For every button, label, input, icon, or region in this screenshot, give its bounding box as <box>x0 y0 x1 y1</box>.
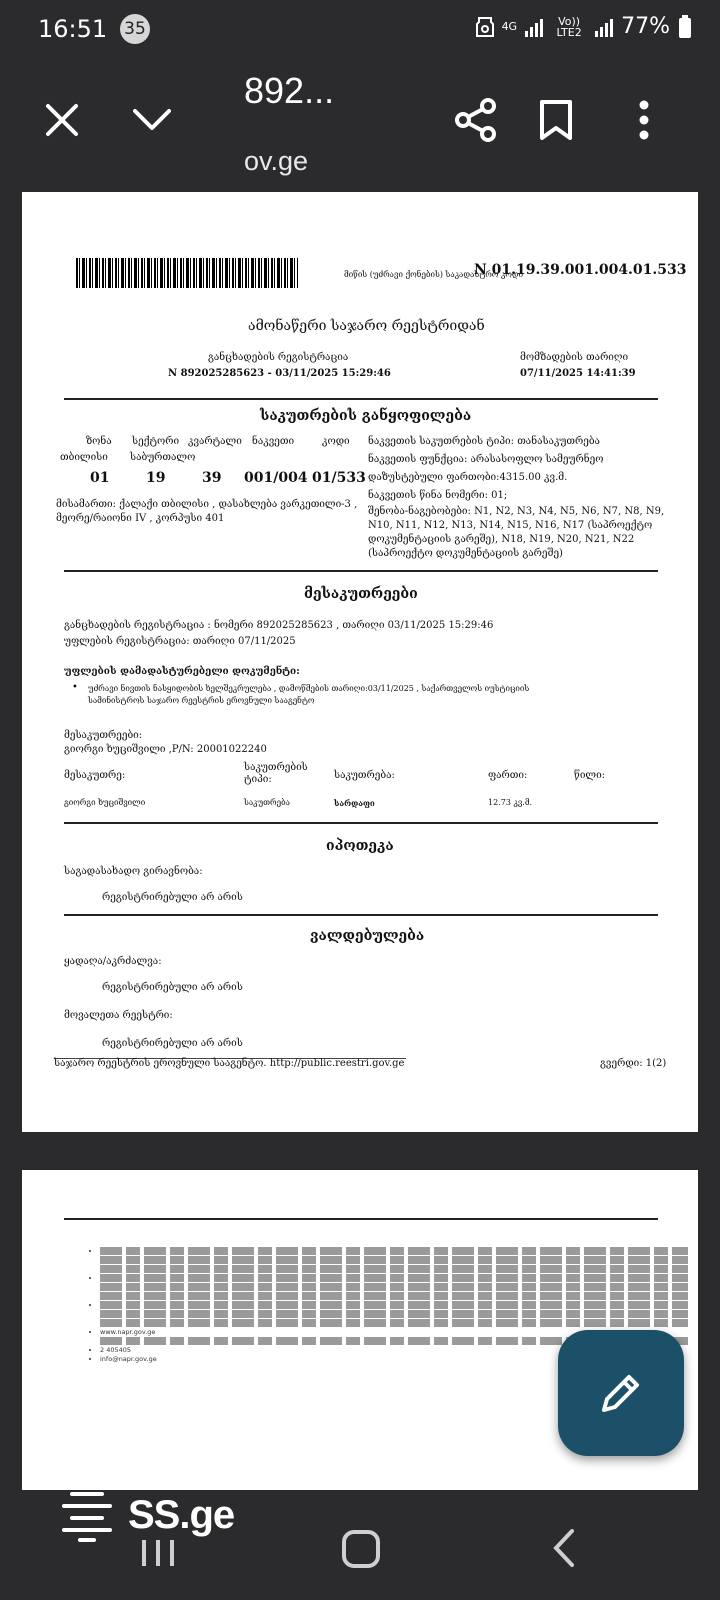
page-title: 892... <box>244 70 335 111</box>
obligations-title: ვალდებულება <box>310 928 425 944</box>
collapse-button[interactable] <box>124 92 180 148</box>
table-cell: 12.73 კვ.მ. <box>488 798 533 807</box>
owners-label: მესაკუთრეები: <box>64 730 143 741</box>
chevron-down-icon <box>132 108 172 132</box>
table-header: წილი: <box>574 770 606 781</box>
divider <box>64 570 658 572</box>
more-vert-icon <box>639 100 649 140</box>
note-website: www.napr.gov.ge <box>100 1328 156 1336</box>
divider <box>64 914 658 916</box>
signal-icon-2 <box>595 17 613 37</box>
list-logo-icon <box>60 1488 114 1542</box>
close-button[interactable] <box>34 92 90 148</box>
ss-ge-watermark <box>60 1488 234 1542</box>
back-button[interactable] <box>552 1528 576 1572</box>
table-header: ფართი: <box>488 770 528 781</box>
sync-icon <box>476 16 494 38</box>
document-page-1 <box>22 192 698 1132</box>
note-item <box>100 1274 688 1300</box>
address: მისამართი: ქალაქი თბილისი , დასახლება ვარკეთილი-3 , მეორე/რაიონი IV , კორპუსი 401 <box>56 499 358 524</box>
status-time: 16:51 <box>38 15 108 43</box>
pdf-viewer[interactable] <box>0 184 720 1490</box>
application-label: განცხადების რეგისტრაცია <box>208 352 349 363</box>
share-button[interactable] <box>448 92 504 148</box>
debtors-label: მოვალეთა რეესტრი: <box>64 1010 173 1021</box>
property-section-title: საკუთრების განყოფილება <box>260 408 472 424</box>
status-icons <box>476 14 692 39</box>
previous-number: ნაკვეთის წინა ნომერი: 01; <box>368 490 508 501</box>
edit-fab-button[interactable] <box>558 1330 684 1456</box>
buildings-line: დოკუმენტაციის გარეშე), N18, N19, N20, N21, N22 <box>368 534 635 545</box>
buildings-line: (საპროექტო დოკუმენტაციის გარეშე) <box>368 548 563 559</box>
app-bar <box>0 56 720 184</box>
not-registered: რეგისტრირებული არ არის <box>102 1038 243 1049</box>
battery-icon <box>678 15 692 39</box>
table-header: მესაკუთრე: <box>64 770 126 781</box>
basis-item: უძრავი ნივთის ნასყიდობის ხელშეკრულება , დამოწმების თარიღი:03/11/2025 , საქართველოს იუსტიციის <box>88 684 530 693</box>
code-value: 01/533 <box>312 470 366 486</box>
divider <box>64 398 658 400</box>
code-header: ნაკვეთი <box>252 436 295 447</box>
code-header: კვარტალი <box>188 436 242 447</box>
prepared-label: მომზადების თარიღი <box>520 352 629 363</box>
seizure-label: ყადაღა/აკრძალვა: <box>64 956 162 967</box>
buildings-line: N10, N11, N12, N13, N14, N15, N16, N17 (საპროექტო <box>368 520 653 531</box>
watermark-text: SS.ge <box>128 1492 235 1537</box>
parcel-area: დაზუსტებული ფართობი:4315.00 კვ.მ. <box>368 472 568 483</box>
more-options-button[interactable] <box>616 92 672 148</box>
code-value: 001/004 <box>244 470 308 486</box>
document-title: ამონაწერი საჯარო რეესტრიდან <box>248 318 485 334</box>
divider <box>64 822 658 824</box>
not-registered: რეგისტრირებული არ არის <box>102 892 243 903</box>
code-header: კოდი <box>322 436 350 447</box>
not-registered: რეგისტრირებული არ არის <box>102 982 243 993</box>
footer-agency: საჯარო რეესტრის ეროვნული სააგენტო. http://public.reestri.gov.ge <box>54 1058 405 1069</box>
notification-count-badge: 35 <box>120 14 150 44</box>
table-header: საკუთრების ტიპი: <box>244 762 308 785</box>
code-header: სექტორი <box>132 436 180 447</box>
barcode <box>76 258 298 288</box>
cadastral-code-label: მიწის (უძრავი ქონების) საკადასტრო კოდი <box>344 270 524 279</box>
application-value: N 892025285623 - 03/11/2025 15:29:46 <box>168 368 391 379</box>
rights-registration: უფლების რეგისტრაცია: თარიღი 07/11/2025 <box>64 636 296 647</box>
code-subheader: საბურთალო <box>130 452 196 463</box>
bookmark-icon <box>539 99 573 141</box>
code-value: 01 <box>90 470 110 486</box>
network-type-1: 4G <box>501 20 518 33</box>
code-value: 19 <box>146 470 166 486</box>
page-url: ov.ge <box>244 146 309 176</box>
close-icon <box>45 103 79 137</box>
table-header: საკუთრება: <box>334 770 395 781</box>
buildings-line: შენობა-ნაგებობები: N1, N2, N3, N4, N5, N6, N7, N8, N9, <box>368 506 665 517</box>
code-header: ზონა <box>86 436 112 447</box>
owner-name-pn: გიორგი ხუციშვილი ,P/N: 20001022240 <box>64 744 267 755</box>
back-icon <box>552 1528 576 1568</box>
basis-item: სამინისტროს საჯარო რეესტრის ეროვნული სააგენტო <box>88 696 315 705</box>
prepared-value: 07/11/2025 14:41:39 <box>520 368 636 379</box>
table-cell: სარდაფი <box>334 798 375 808</box>
home-button[interactable] <box>342 1530 380 1568</box>
battery-percent: 77% <box>621 14 670 39</box>
parcel-ownership-type: ნაკვეთის საკუთრების ტიპი: თანასაკუთრება <box>368 436 600 447</box>
basis-label: უფლების დამადასტურებელი დოკუმენტი: <box>64 666 300 677</box>
mortgage-title: იპოთეკა <box>326 838 394 854</box>
note-phone: 2 405405 <box>100 1346 132 1355</box>
recent-apps-icon <box>140 1538 176 1568</box>
page-number: გვერდი: 1(2) <box>600 1058 667 1069</box>
status-bar <box>0 0 720 56</box>
signal-icon <box>525 17 543 37</box>
owners-registration: განცხადების რეგისტრაცია : ნომერი 892025285623 , თარიღი 03/11/2025 15:29:46 <box>64 620 494 631</box>
divider <box>64 1218 658 1220</box>
share-icon <box>454 98 498 142</box>
network-type-2: Vo)) LTE2 <box>556 14 582 39</box>
note-item <box>100 1247 688 1273</box>
bookmark-button[interactable] <box>528 92 584 148</box>
note-email: info@napr.gov.ge <box>100 1354 157 1363</box>
table-cell: გიორგი ხუციშვილი <box>64 798 146 807</box>
code-value: 39 <box>202 470 222 486</box>
owners-section-title: მესაკუთრეები <box>304 586 418 602</box>
parcel-function: ნაკვეთის ფუნქცია: არასასოფლო სამეურნეო <box>368 454 604 465</box>
note-item <box>100 1301 688 1318</box>
bullet: • <box>72 682 78 693</box>
tax-lien-label: საგადასახადო გირავნობა: <box>64 866 203 877</box>
code-subheader: თბილისი <box>60 452 108 463</box>
cadastral-code: N 01.19.39.001.004.01.533 <box>474 262 687 278</box>
table-cell: საკუთრება <box>244 798 290 807</box>
recent-apps-button[interactable] <box>140 1538 176 1572</box>
pencil-icon <box>598 1370 644 1416</box>
